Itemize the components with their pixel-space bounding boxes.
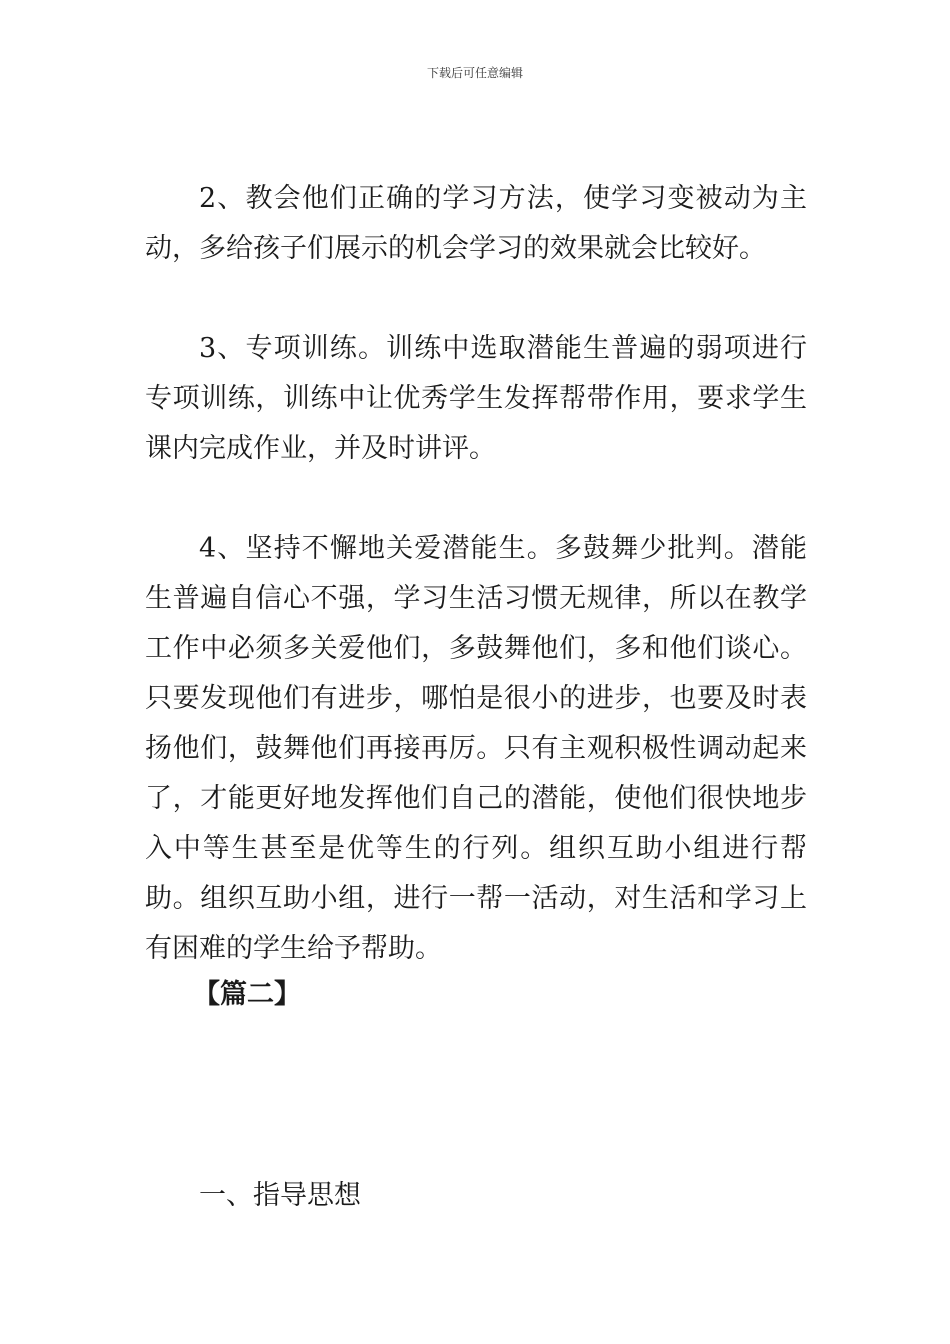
section-label: 【篇二】 bbox=[193, 979, 301, 1010]
document-body bbox=[145, 174, 807, 974]
section-heading: 一、指导思想 bbox=[199, 1180, 361, 1211]
paragraph-item-4: 4、坚持不懈地关爱潜能生。多鼓舞少批判。潜能生普遍自信心不强，学习生活习惯无规律，所以在教学工作中必须多关爱他们，多鼓舞他们，多和他们谈心。只要发现他们有进步，哪怕是很小的进步，也要及时表扬他们，鼓舞他们再接再厉。只有主观积极性调动起来了，才能更好地发挥他们自己的潜能，使他们很快地步入中等生甚至是优等生的行列。组织互助小组进行帮助。组织互助小组，进行一帮一活动，对生活和学习上有困难的学生给予帮助。 bbox=[145, 533, 807, 964]
page-header: 下载后可任意编辑 bbox=[426, 66, 523, 80]
paragraph-item-3: 3、专项训练。训练中选取潜能生普遍的弱项进行专项训练，训练中让优秀学生发挥帮带作用，要求学生课内完成作业，并及时讲评。 bbox=[145, 333, 807, 464]
paragraph-item-2: 2、教会他们正确的学习方法，使学习变被动为主动，多给孩子们展示的机会学习的效果就会比较好。 bbox=[145, 183, 807, 264]
